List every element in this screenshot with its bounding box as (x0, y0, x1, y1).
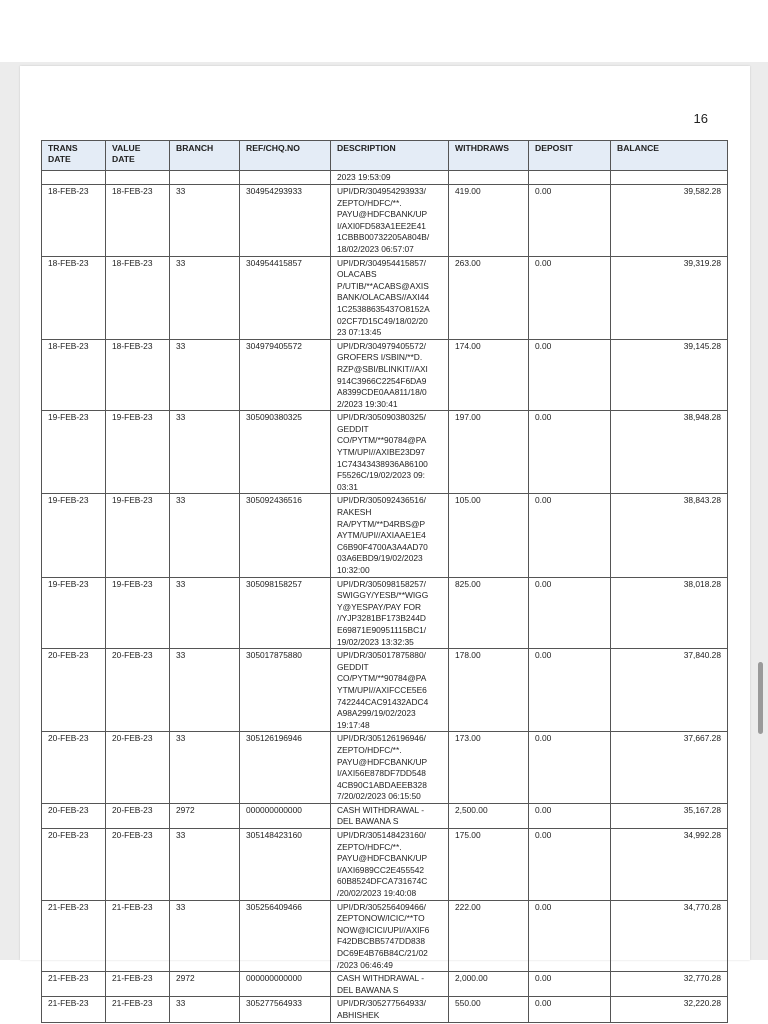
cell-branch: 33 (170, 256, 240, 339)
cell-ref-chq-no: 305148423160 (240, 829, 331, 901)
continuation-description: 2023 19:53:09 (331, 171, 449, 185)
cell-withdraws: 550.00 (449, 997, 529, 1022)
cell-ref-chq-no: 305126196946 (240, 732, 331, 804)
cell-value-date: 19-FEB-23 (106, 494, 170, 577)
header-description: DESCRIPTION (331, 141, 449, 171)
cell-value-date: 20-FEB-23 (106, 649, 170, 732)
continuation-row (42, 171, 728, 185)
cell-deposit: 0.00 (529, 997, 611, 1022)
cell-balance: 38,948.28 (611, 411, 728, 494)
cell-trans-date: 20-FEB-23 (42, 803, 106, 828)
cell-description: UPI/DR/305256409466/ ZEPTONOW/ICIC/**TO NOW@ICICI/UPI//AXIF6 F42DBCBB5747DD838 DC69E4B76B84C/21/02 /2023 06:46:49 (331, 900, 449, 972)
header-deposit: DEPOSIT (529, 141, 611, 171)
table-row (42, 185, 728, 257)
cell-deposit: 0.00 (529, 577, 611, 649)
cell-branch: 33 (170, 494, 240, 577)
table-row (42, 803, 728, 828)
cell-description: UPI/DR/305017875880/ GEDDIT CO/PYTM/**90784@PA YTM/UPI//AXIFCCE5E6 742244CAC91432ADC4 A98A299/19/02/2023 19:17:48 (331, 649, 449, 732)
cell-value-date: 21-FEB-23 (106, 972, 170, 997)
cell-withdraws: 105.00 (449, 494, 529, 577)
cell-balance: 34,992.28 (611, 829, 728, 901)
cell-description: CASH WITHDRAWAL - DEL BAWANA S (331, 972, 449, 997)
cell-deposit: 0.00 (529, 829, 611, 901)
cell-deposit: 0.00 (529, 411, 611, 494)
table-row (42, 577, 728, 649)
cell-value-date: 21-FEB-23 (106, 900, 170, 972)
cell-deposit: 0.00 (529, 185, 611, 257)
cell-ref-chq-no: 305277564933 (240, 997, 331, 1022)
cell-deposit: 0.00 (529, 339, 611, 411)
cell-branch: 2972 (170, 972, 240, 997)
table-row (42, 972, 728, 997)
top-margin (0, 0, 768, 62)
cell-description: UPI/DR/304954415857/ OLACABS P/UTIB/**ACABS@AXIS BANK/OLACABS//AXI44 1C25388635437O8152A 02CF7D15C49/18/02/20 23 07:13:45 (331, 256, 449, 339)
table-row (42, 997, 728, 1022)
cell-balance: 38,843.28 (611, 494, 728, 577)
cell-ref-chq-no: 304979405572 (240, 339, 331, 411)
cell-balance: 37,667.28 (611, 732, 728, 804)
cell-deposit: 0.00 (529, 900, 611, 972)
cell-value-date: 20-FEB-23 (106, 829, 170, 901)
cell-branch: 33 (170, 577, 240, 649)
cell-description: UPI/DR/305098158257/ SWIGGY/YESB/**WIGG Y@YESPAY/PAY FOR //YJP3281BF173B244D E69871E90951115BC1/ 19/02/2023 13:32:35 (331, 577, 449, 649)
table-row (42, 829, 728, 901)
cell-trans-date: 21-FEB-23 (42, 900, 106, 972)
cell-balance: 38,018.28 (611, 577, 728, 649)
table-row (42, 900, 728, 972)
table-row (42, 339, 728, 411)
cell-value-date: 20-FEB-23 (106, 732, 170, 804)
cell-balance: 32,770.28 (611, 972, 728, 997)
cell-trans-date: 18-FEB-23 (42, 185, 106, 257)
cell-withdraws: 263.00 (449, 256, 529, 339)
cell-deposit: 0.00 (529, 494, 611, 577)
cell-trans-date: 20-FEB-23 (42, 829, 106, 901)
cell-branch: 2972 (170, 803, 240, 828)
cell-withdraws: 825.00 (449, 577, 529, 649)
cell-value-date: 18-FEB-23 (106, 256, 170, 339)
cell-withdraws: 174.00 (449, 339, 529, 411)
cell-trans-date: 18-FEB-23 (42, 256, 106, 339)
scrollbar-thumb[interactable] (758, 662, 763, 734)
cell-balance: 35,167.28 (611, 803, 728, 828)
transactions-table (41, 140, 728, 1023)
cell-description: UPI/DR/305092436516/ RAKESH RA/PYTM/**D4RBS@P AYTM/UPI//AXIAAE1E4 C6B90F4700A3A4AD70 03A6EBD9/19/02/2023 10:32:00 (331, 494, 449, 577)
header-trans-date: TRANS DATE (42, 141, 106, 171)
cell-trans-date: 19-FEB-23 (42, 411, 106, 494)
cell-ref-chq-no: 305256409466 (240, 900, 331, 972)
cell-branch: 33 (170, 185, 240, 257)
cell-withdraws: 197.00 (449, 411, 529, 494)
cell-balance: 39,145.28 (611, 339, 728, 411)
cell-balance: 39,319.28 (611, 256, 728, 339)
cell-value-date: 18-FEB-23 (106, 185, 170, 257)
cell-ref-chq-no: 305090380325 (240, 411, 331, 494)
cell-branch: 33 (170, 900, 240, 972)
cell-trans-date: 19-FEB-23 (42, 577, 106, 649)
cell-trans-date: 20-FEB-23 (42, 732, 106, 804)
cell-branch: 33 (170, 829, 240, 901)
cell-value-date: 19-FEB-23 (106, 411, 170, 494)
cell-trans-date: 18-FEB-23 (42, 339, 106, 411)
cell-balance: 32,220.28 (611, 997, 728, 1022)
cell-value-date: 19-FEB-23 (106, 577, 170, 649)
cell-balance: 37,840.28 (611, 649, 728, 732)
header-ref-chq-no: REF/CHQ.NO (240, 141, 331, 171)
cell-description: CASH WITHDRAWAL - DEL BAWANA S (331, 803, 449, 828)
cell-deposit: 0.00 (529, 972, 611, 997)
cell-withdraws: 2,000.00 (449, 972, 529, 997)
cell-withdraws: 175.00 (449, 829, 529, 901)
cell-description: UPI/DR/304979405572/ GROFERS I/SBIN/**D. RZP@SBI/BLINKIT//AXI 914C3966C2254F6DA9 A8399CDE0AA811/18/0 2/2023 19:30:41 (331, 339, 449, 411)
cell-deposit: 0.00 (529, 732, 611, 804)
statement-page (20, 66, 750, 1020)
header-branch: BRANCH (170, 141, 240, 171)
cell-description: UPI/DR/305126196946/ ZEPTO/HDFC/**. PAYU@HDFCBANK/UP I/AXI56E878DF7DD548 4CB90C1ABDAEEB328 7/20/02/2023 06:15:50 (331, 732, 449, 804)
cell-withdraws: 178.00 (449, 649, 529, 732)
table-row (42, 649, 728, 732)
cell-branch: 33 (170, 411, 240, 494)
table-row (42, 256, 728, 339)
cell-ref-chq-no: 304954415857 (240, 256, 331, 339)
cell-balance: 39,582.28 (611, 185, 728, 257)
cell-trans-date: 20-FEB-23 (42, 649, 106, 732)
cell-branch: 33 (170, 997, 240, 1022)
cell-withdraws: 419.00 (449, 185, 529, 257)
header-value-date: VALUE DATE (106, 141, 170, 171)
cell-value-date: 21-FEB-23 (106, 997, 170, 1022)
cell-ref-chq-no: 305098158257 (240, 577, 331, 649)
cell-trans-date: 19-FEB-23 (42, 494, 106, 577)
cell-value-date: 18-FEB-23 (106, 339, 170, 411)
cell-ref-chq-no: 305017875880 (240, 649, 331, 732)
cell-deposit: 0.00 (529, 649, 611, 732)
cell-deposit: 0.00 (529, 803, 611, 828)
cell-ref-chq-no: 000000000000 (240, 972, 331, 997)
cell-balance: 34,770.28 (611, 900, 728, 972)
cell-description: UPI/DR/305090380325/ GEDDIT CO/PYTM/**90784@PA YTM/UPI//AXIBE23D97 1C74343438936A86100 F5526C/19/02/2023 09: 03:31 (331, 411, 449, 494)
header-balance: BALANCE (611, 141, 728, 171)
table-row (42, 732, 728, 804)
cell-deposit: 0.00 (529, 256, 611, 339)
cell-description: UPI/DR/305148423160/ ZEPTO/HDFC/**. PAYU@HDFCBANK/UP I/AXI6989CC2E455542 60B8524DFCA731674C /20/02/2023 19:40:08 (331, 829, 449, 901)
header-withdraws: WITHDRAWS (449, 141, 529, 171)
cell-description: UPI/DR/304954293933/ ZEPTO/HDFC/**. PAYU@HDFCBANK/UP I/AXI0FD583A1EE2E41 1CBBB00732205A804B/ 18/02/2023 06:57:07 (331, 185, 449, 257)
cell-value-date: 20-FEB-23 (106, 803, 170, 828)
table-header-row (42, 141, 728, 171)
table-row (42, 494, 728, 577)
cell-withdraws: 222.00 (449, 900, 529, 972)
cell-ref-chq-no: 304954293933 (240, 185, 331, 257)
cell-branch: 33 (170, 732, 240, 804)
table-row (42, 411, 728, 494)
cell-withdraws: 2,500.00 (449, 803, 529, 828)
cell-trans-date: 21-FEB-23 (42, 997, 106, 1022)
cell-branch: 33 (170, 339, 240, 411)
cell-withdraws: 173.00 (449, 732, 529, 804)
cell-trans-date: 21-FEB-23 (42, 972, 106, 997)
cell-ref-chq-no: 000000000000 (240, 803, 331, 828)
cell-branch: 33 (170, 649, 240, 732)
cell-description: UPI/DR/305277564933/ ABHISHEK (331, 997, 449, 1022)
cell-ref-chq-no: 305092436516 (240, 494, 331, 577)
page-number: 16 (693, 111, 708, 126)
